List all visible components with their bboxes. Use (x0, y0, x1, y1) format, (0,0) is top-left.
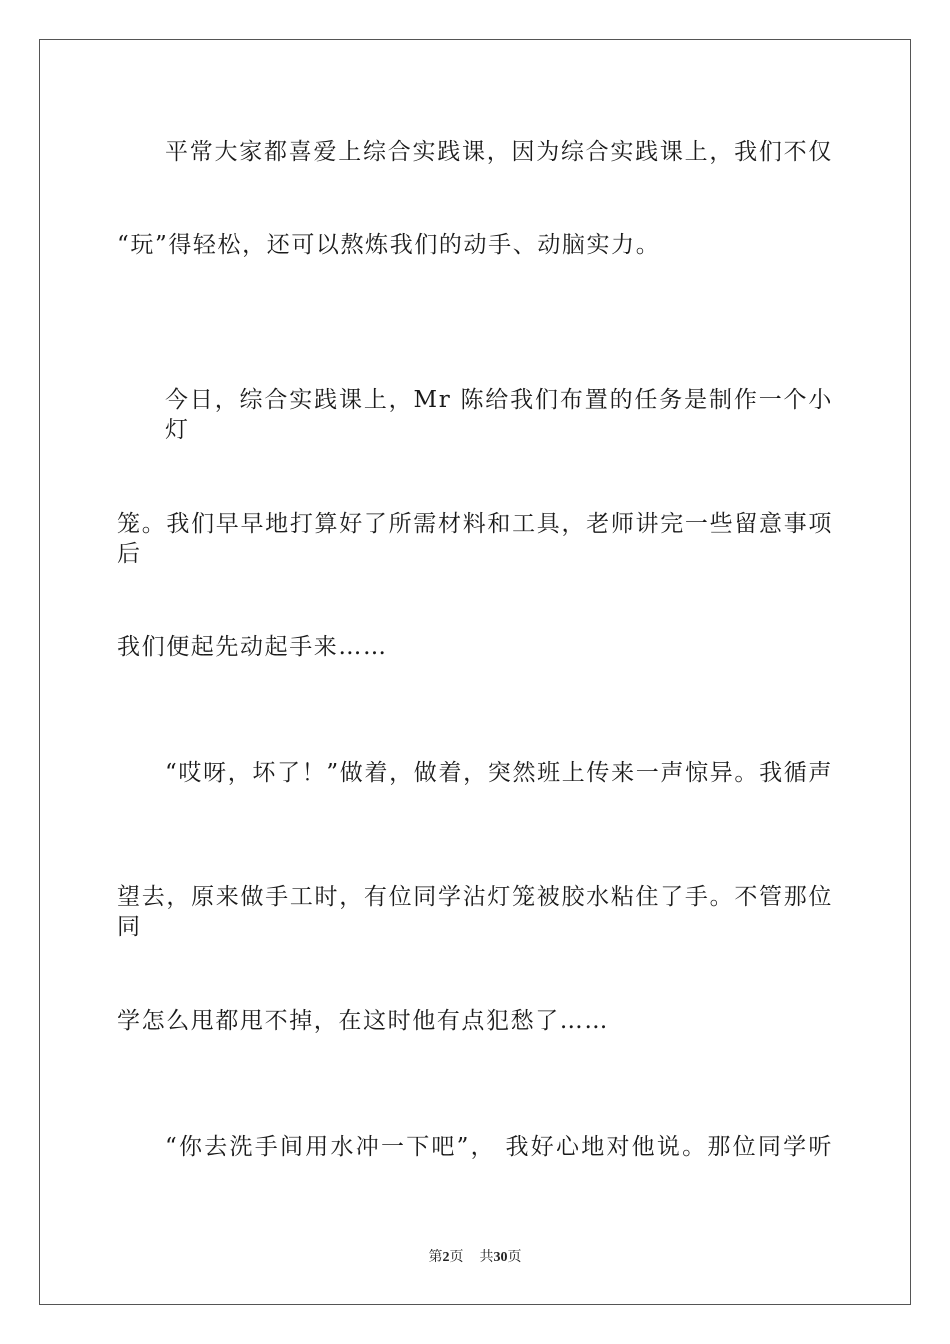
page-suffix: 页 (449, 1249, 464, 1265)
paragraph-2-line-1: 今日，综合实践课上，Mr 陈给我们布置的任务是制作一个小灯 (165, 387, 833, 443)
page-footer (0, 1248, 950, 1267)
paragraph-1-line-2: “玩”得轻松，还可以熬炼我们的动手、动脑实力。 (117, 232, 661, 258)
paragraph-3-line-3: 学怎么甩都甩不掉，在这时他有点犯愁了…… (117, 1008, 609, 1034)
paragraph-3-line-1: “哎呀，坏了！”做着，做着，突然班上传来一声惊异。我循声 (165, 760, 833, 786)
total-pages: 30 (493, 1250, 508, 1265)
paragraph-2-line-2: 笼。我们早早地打算好了所需材料和工具，老师讲完一些留意事项后 (117, 511, 833, 567)
paragraph-2-line-3: 我们便起先动起手来…… (117, 634, 388, 660)
page-border (39, 39, 911, 1305)
total-prefix: 共 (479, 1249, 494, 1265)
page-number: 2 (442, 1250, 450, 1265)
page-prefix: 第 (428, 1249, 443, 1265)
paragraph-1-line-1: 平常大家都喜爱上综合实践课，因为综合实践课上，我们不仅 (165, 139, 833, 165)
paragraph-4-line-1: “你去洗手间用水冲一下吧”， 我好心地对他说。那位同学听 (165, 1134, 833, 1160)
total-suffix: 页 (507, 1249, 522, 1265)
paragraph-3-line-2: 望去，原来做手工时，有位同学沾灯笼被胶水粘住了手。不管那位同 (117, 884, 833, 940)
